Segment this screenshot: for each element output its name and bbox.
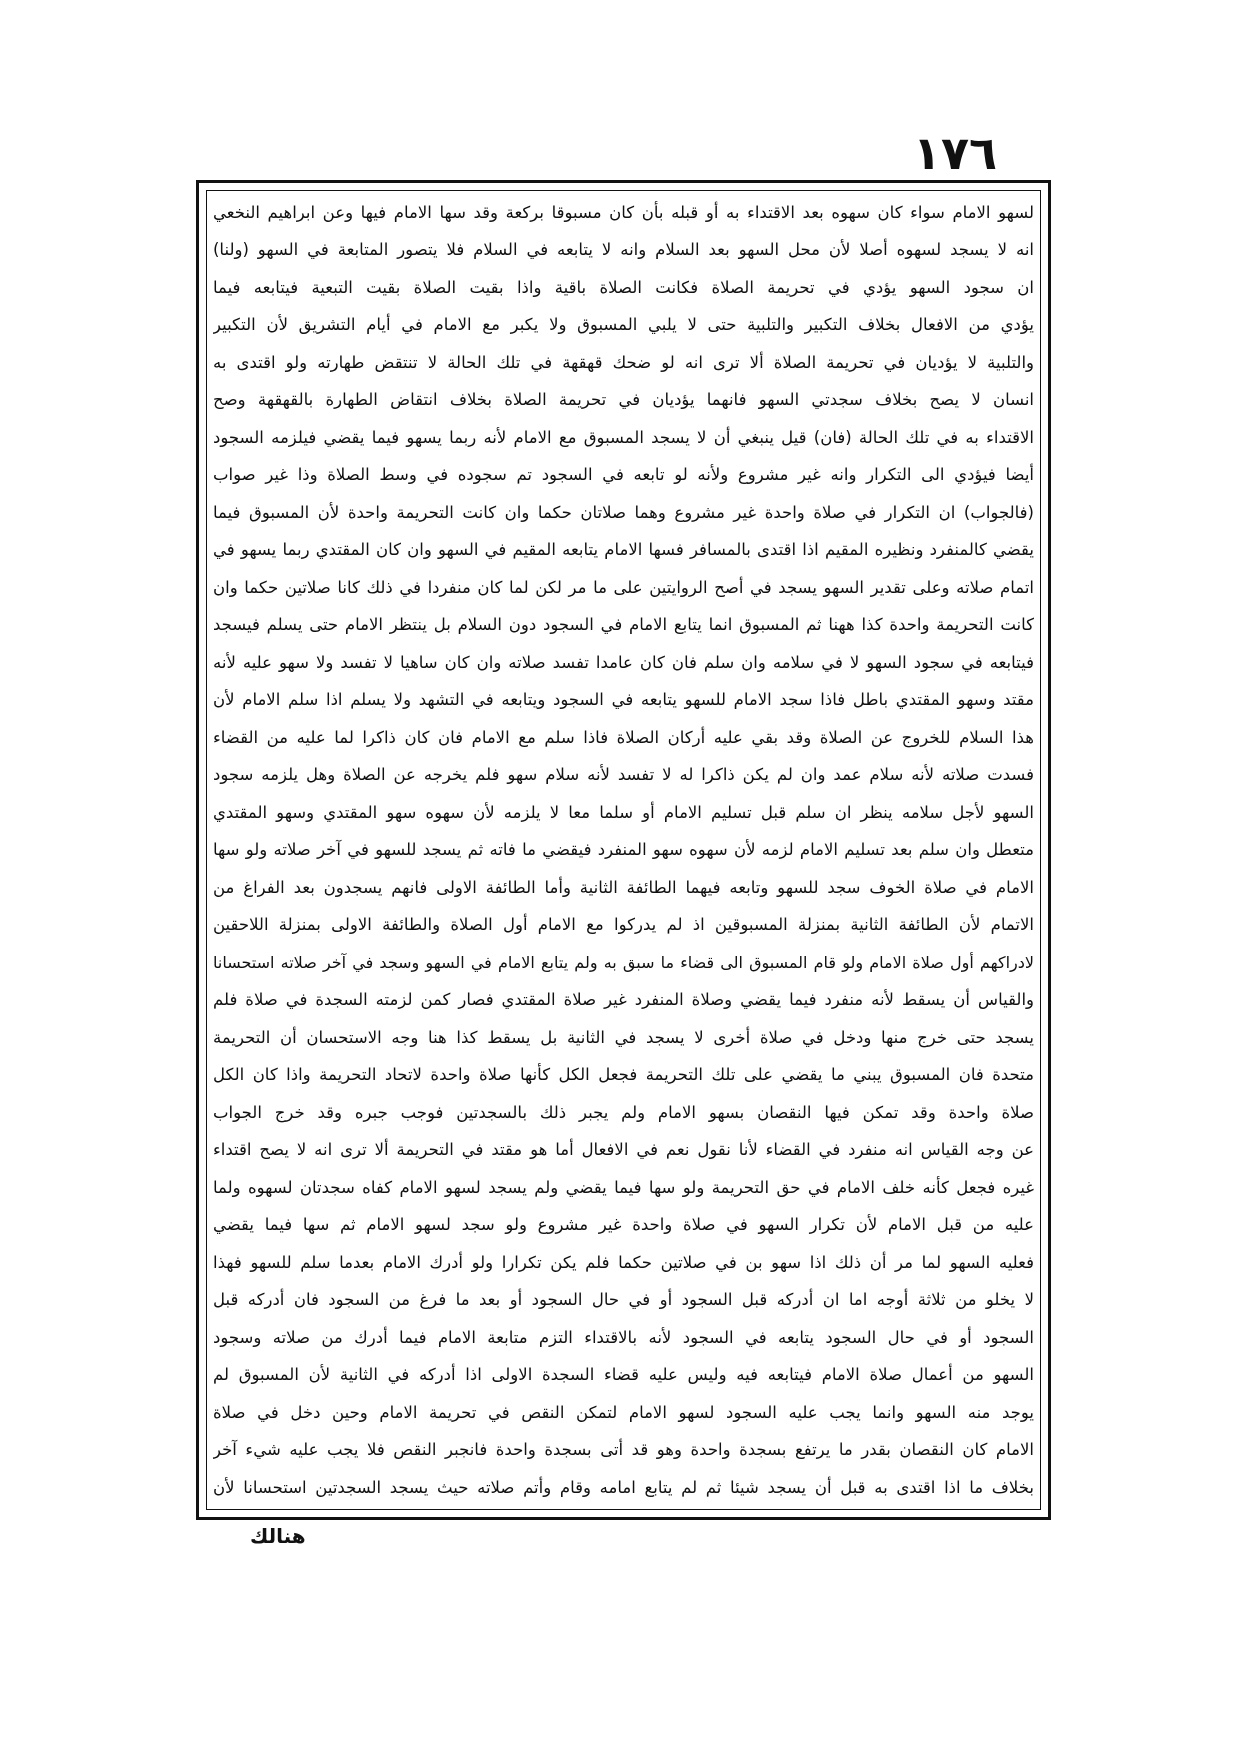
text-line-content: انه لا يسجد لسهوه أصلا لأن محل السهو بعد السلام وانه لا يتابعه في السلام فلا يتصور المتابعة في السهو (ولنا) xyxy=(213,240,1034,260)
text-line xyxy=(213,947,1034,978)
text-line-content: فعليه السهو لما مر أن ذلك اذا سهو بن في صلاتين حكما فلم يكن تكرارا ولو أدرك الامام بعدما سلم للسهو فهذا xyxy=(213,1252,1034,1272)
text-line-content: هذا السلام للخروج عن الصلاة وقد بقي عليه أركان الصلاة فاذا سلم مع الامام فان كان ذاكرا لما عليه من القضاء xyxy=(213,727,1034,747)
text-line-content: الامام كان النقصان بقدر ما يرتفع بسجدة واحدة وهو قد أتى بسجدة واحدة فانجبر النقص فلا يجب عليه شيء آخر xyxy=(213,1440,1034,1460)
text-line xyxy=(213,647,1034,678)
text-line xyxy=(213,497,1034,528)
text-line-content: متعطل وان سلم بعد تسليم الامام لزمه لأن سهوه سهو المنفرد فيقضي ما فاته ثم يسجد للسهو في آخر صلاته ولو سها xyxy=(213,840,1034,860)
text-line xyxy=(213,610,1034,641)
text-line-content: أيضا فيؤدي الى التكرار وانه غير مشروع ولأنه لو تابعه في السجود تم سجوده في وسط الصلاة وذا غير صواب xyxy=(213,465,1034,485)
text-line xyxy=(213,535,1034,566)
text-line-content: بخلاف ما اذا اقتدى به قبل أن يسجد شيئا ثم لم يتابع امامه وقام وأتم صلاته حيث يسجد السجدتين استحسانا لأن xyxy=(213,1477,1034,1497)
text-line-content: لسهو الامام سواء كان سهوه بعد الاقتداء به أو قبله بأن كان مسبوقا بركعة وقد سها الامام فيها وعن ابراهيم النخعي xyxy=(213,202,1034,222)
text-line-content: والقياس أن يسقط لأنه منفرد فيما يقضي وصلاة المنفرد غير صلاة المقتدي فصار كمن لزمته السجدة في صلاة فلم xyxy=(213,990,1034,1010)
text-line xyxy=(213,722,1034,753)
text-line xyxy=(213,1435,1034,1466)
text-line xyxy=(213,985,1034,1016)
text-line xyxy=(213,1172,1034,1203)
text-line xyxy=(213,685,1034,716)
text-line-content: (فالجواب) ان التكرار في صلاة واحدة غير مشروع وهما صلاتان حكما وان كانت التحريمة واحدة لأن المسبوق فيما xyxy=(213,502,1034,522)
text-line-content: لا يخلو من ثلاثة أوجه اما ان أدركه قبل السجود أو في حال السجود أو بعد ما فرغ من السجود فان أدركه قبل xyxy=(213,1290,1034,1310)
text-line-content: فسدت صلاته لأنه سلام عمد وان لم يكن ذاكرا له لا تفسد لأنه سلام سهو فلم يخرجه عن الصلاة وهل يلزمه سجود xyxy=(213,765,1034,785)
text-line xyxy=(213,910,1034,941)
text-line xyxy=(213,1322,1034,1353)
text-line-content: اتمام صلاته وعلى تقدير السهو يسجد في أصح الروايتين على ما مر لكن لما كان منفردا في ذلك كانا صلاتين حكما وان xyxy=(213,577,1034,597)
text-line xyxy=(213,235,1034,266)
text-line xyxy=(213,1247,1034,1278)
text-line xyxy=(213,1397,1034,1428)
text-line-content: لادراكهم أول صلاة الامام ولو قام المسبوق الى قضاء ما سبق به ولم يتابع الامام في السهو وسجد في آخر صلاته استحسانا xyxy=(213,952,1034,972)
text-line-content: الاتمام لأن الطائفة الثانية بمنزلة المسبوقين اذ لم يدركوا مع الامام أول الصلاة والطائفة الاولى بمنزلة اللاحقين xyxy=(213,915,1034,935)
text-line-content: فيتابعه في سجود السهو لا في سلامه وان سلم فان كان عامدا تفسد صلاته وان كان ساهيا لا تفسد ولا سهو عليه لأنه xyxy=(213,652,1034,672)
text-line xyxy=(213,797,1034,828)
text-line xyxy=(213,385,1034,416)
text-line-content: السهو لأجل سلامه ينظر ان سلم قبل تسليم الامام أو سلما معا لا يلزمه لأن سهوه سهو المقتدي وسهو المقتدي xyxy=(213,802,1034,822)
text-line xyxy=(213,272,1034,303)
page-number: ١٧٦ xyxy=(912,126,998,180)
text-line xyxy=(213,1285,1034,1316)
catchword: هنالك xyxy=(250,1524,306,1548)
text-line-content: يوجد منه السهو وانما يجب عليه السجود لسهو الامام لتمكن النقص في تحريمة الامام وحين دخل في صلاة xyxy=(213,1402,1034,1422)
text-line xyxy=(213,1360,1034,1391)
text-line xyxy=(213,760,1034,791)
text-line xyxy=(213,872,1034,903)
text-line-content: مقتد وسهو المقتدي باطل فاذا سجد الامام للسهو يتابعه في السجود ويتابعه في التشهد ولا يسلم اذا سلم الامام لأن xyxy=(213,690,1034,710)
text-line-content: السهو من أعمال صلاة الامام فيتابعه فيه وليس عليه قضاء السجدة الاولى اذا أدركه في الثانية لأن المسبوق لم xyxy=(213,1365,1034,1385)
text-line xyxy=(213,310,1034,341)
text-line xyxy=(213,1022,1034,1053)
text-line-content: عن وجه القياس انه منفرد في القضاء لأنا نقول نعم في الافعال أما هو مقتد في التحريمة ألا ترى انه لا يصح اقتداء xyxy=(213,1140,1034,1160)
text-line xyxy=(213,460,1034,491)
text-line-content: يسجد حتى خرج منها ودخل في صلاة أخرى لا يسجد في الثانية بل يسقط كذا هنا وجه الاستحسان أن التحريمة xyxy=(213,1027,1034,1047)
text-line xyxy=(213,1097,1034,1128)
text-line xyxy=(213,347,1034,378)
text-line-content: غيره فجعل كأنه خلف الامام في حق التحريمة ولو سها فيما يقضي ولم يسجد لسهو الامام كفاه سجدتان لسهوه ولما xyxy=(213,1177,1034,1197)
text-line-content: انسان لا يصح بخلاف سجدتي السهو فانهما يؤديان في تحريمة الصلاة بخلاف انتقاض الطهارة بالقهقهة وصح xyxy=(213,390,1034,410)
text-line-content: الاقتداء به في تلك الحالة (فان) قيل ينبغي أن لا يسجد المسبوق مع الامام لأنه ربما يسهو فيما يقضي فيلزمه السجود xyxy=(213,427,1034,447)
text-line xyxy=(213,1135,1034,1166)
text-line-content: يقضي كالمنفرد ونظيره المقيم اذا اقتدى بالمسافر فسها الامام يتابعه المقيم في السهو وان كان المقتدي ربما يسهو في xyxy=(213,540,1034,560)
text-line xyxy=(213,422,1034,453)
body-text xyxy=(213,197,1034,1503)
text-line xyxy=(213,572,1034,603)
text-frame xyxy=(196,180,1051,1520)
text-line-content: يؤدي من الافعال بخلاف التكبير والتلبية حتى لا يلبي المسبوق ولا يكبر مع الامام في أيام التشريق لأن التكبير xyxy=(213,315,1034,335)
text-line-content: السجود أو في حال السجود يتابعه في السجود لأنه بالاقتداء التزم متابعة الامام فيما أدرك من صلاته وسجود xyxy=(213,1327,1034,1347)
text-frame-inner xyxy=(206,190,1041,1510)
text-line xyxy=(213,835,1034,866)
text-line xyxy=(213,197,1034,228)
text-line-content: والتلبية لا يؤديان في تحريمة الصلاة ألا ترى انه لو ضحك قهقهة في تلك الحالة لا تنتقض طهارته ولو اقتدى به xyxy=(213,352,1034,372)
text-line xyxy=(213,1060,1034,1091)
text-line-content: متحدة فان المسبوق يبني ما يقضي على تلك التحريمة فجعل الكل كأنها صلاة واحدة لاتحاد التحريمة واذا كان الكل xyxy=(213,1065,1034,1085)
text-line xyxy=(213,1210,1034,1241)
text-line-content: الامام في صلاة الخوف سجد للسهو وتابعه فيهما الطائفة الثانية وأما الطائفة الاولى فانهم يسجدون بعد الفراغ من xyxy=(213,877,1034,897)
text-line-content: عليه من قبل الامام لأن تكرار السهو في صلاة واحدة غير مشروع ولو سجد لسهو الامام ثم سها فيما يقضي xyxy=(213,1215,1034,1235)
text-line xyxy=(213,1472,1034,1503)
text-line-content: ان سجود السهو يؤدي في تحريمة الصلاة فكانت الصلاة باقية واذا بقيت الصلاة بقيت التبعية فيتابعه فيما xyxy=(213,277,1034,297)
text-line-content: صلاة واحدة وقد تمكن فيها النقصان بسهو الامام ولم يجبر ذلك بالسجدتين فوجب جبره وقد خرج الجواب xyxy=(213,1102,1034,1122)
text-line-content: كانت التحريمة واحدة كذا ههنا ثم المسبوق انما يتابع الامام في السجود دون السلام بل ينتظر الامام حتى يسلم فيسجد xyxy=(213,615,1034,635)
